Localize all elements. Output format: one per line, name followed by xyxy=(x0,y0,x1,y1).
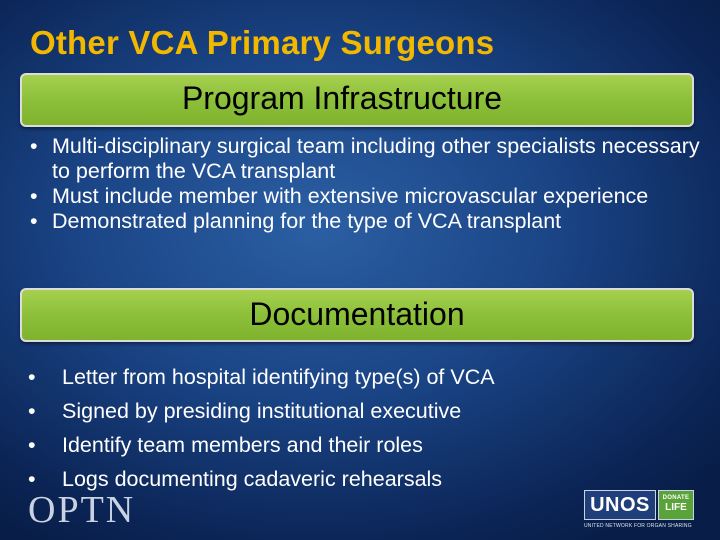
bullet-icon: • xyxy=(30,134,38,158)
bullet-icon: • xyxy=(28,365,36,389)
section-header-program-infrastructure xyxy=(20,73,694,127)
donate-life-badge-top: DONATE xyxy=(662,495,690,501)
section-heading: Program Infrastructure xyxy=(181,80,503,116)
list-item-text: Identify team members and their roles xyxy=(62,433,423,457)
list-item xyxy=(18,394,708,428)
list-item xyxy=(18,134,708,184)
list-item xyxy=(18,360,708,394)
section-header-documentation xyxy=(20,288,694,342)
unos-tagline: UNITED NETWORK FOR ORGAN SHARING xyxy=(584,523,692,529)
bullet-icon: • xyxy=(28,433,36,457)
list-item xyxy=(18,184,708,209)
unos-logo xyxy=(584,490,696,532)
list-item xyxy=(18,428,708,462)
list-item-text: Logs documenting cadaveric rehearsals xyxy=(62,467,443,491)
optn-logo: OPTN xyxy=(28,489,136,531)
list-item-text: Letter from hospital identifying type(s) of VCA xyxy=(62,365,495,389)
bullet-icon: • xyxy=(28,399,36,423)
section-heading: Documentation xyxy=(249,296,465,332)
list-item-text: Signed by presiding institutional executive xyxy=(62,399,462,423)
bullet-icon: • xyxy=(30,184,38,208)
donate-life-badge xyxy=(658,490,694,520)
bullet-icon: • xyxy=(28,467,36,491)
list-item-text: Multi-disciplinary surgical team including other specialists necessary to perform the VCA transplant xyxy=(52,134,700,183)
program-infrastructure-list xyxy=(18,134,708,234)
documentation-list xyxy=(18,360,708,496)
list-item-text: Demonstrated planning for the type of VCA transplant xyxy=(52,209,562,233)
list-item xyxy=(18,209,708,234)
unos-wordmark: UNOS xyxy=(584,490,656,520)
list-item-text: Must include member with extensive microvascular experience xyxy=(52,184,649,208)
bullet-icon: • xyxy=(30,209,38,233)
slide-title: Other VCA Primary Surgeons xyxy=(30,24,495,61)
donate-life-badge-bottom: LIFE xyxy=(665,502,687,513)
